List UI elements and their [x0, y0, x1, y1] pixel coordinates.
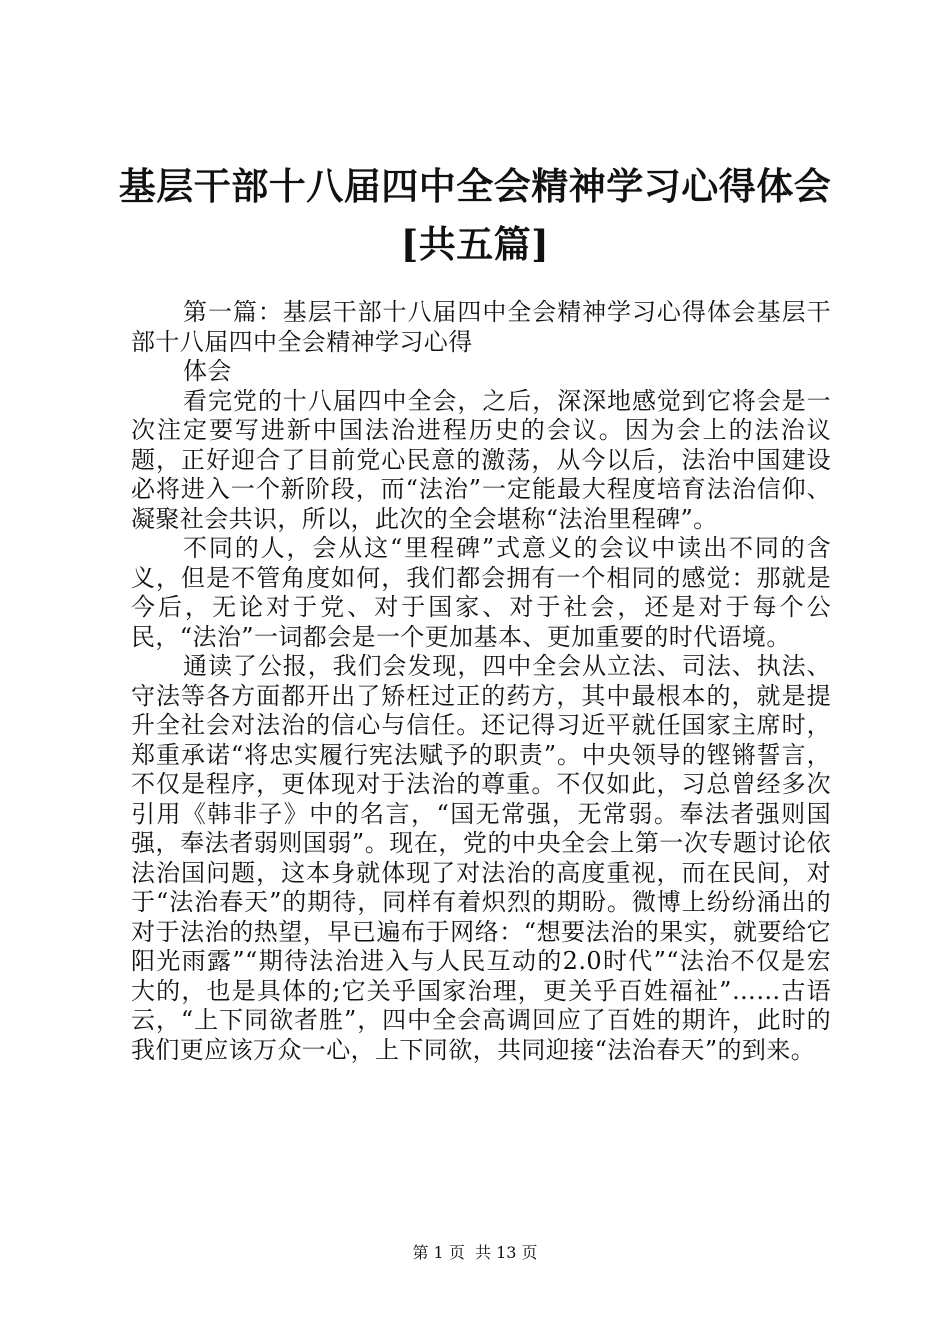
page-footer [0, 1242, 950, 1264]
document-body [131, 298, 831, 1065]
paragraph: 通读了公报，我们会发现，四中全会从立法、司法、执法、守法等各方面都开出了矫枉过正的药方，其中最根本的，就是提升全社会对法治的信心与信任。还记得习近平就任国家主席时，郑重承诺“将忠实履行宪法赋予的职责”。中央领导的铿锵誓言，不仅是程序，更体现对于法治的尊重。不仅如此，习总曾经多次引用《韩非子》中的名言，“国无常强，无常弱。奉法者强则国强，奉法者弱则国弱”。现在，党的中央全会上第一次专题讨论依法治国问题，这本身就体现了对法治的高度重视，而在民间，对于“法治春天”的期待，同样有着炽烈的期盼。微博上纷纷涌出的对于法治的热望，早已遍布于网络：“想要法治的果实，就要给它阳光雨露”“期待法治进入与人民互动的2.0时代”“法治不仅是宏大的，也是具体的;它关乎国家治理，更关乎百姓福祉”……古语云，“上下同欲者胜”，四中全会高调回应了百姓的期许，此时的我们更应该万众一心，上下同欲，共同迎接“法治春天”的到来。 [131, 652, 831, 1064]
page-number: 第 1 页 共 13 页 [412, 1243, 538, 1262]
paragraph: 看完党的十八届四中全会，之后，深深地感觉到它将会是一次注定要写进新中国法治进程历史的会议。因为会上的法治议题，正好迎合了目前党心民意的激荡，从今以后，法治中国建设必将进入一个新阶段，而“法治”一定能最大程度培育法治信仰、凝聚社会共识，所以，此次的全会堪称“法治里程碑”。 [131, 386, 831, 533]
document-title-subtitle: [共五篇] [400, 222, 550, 266]
paragraph: 不同的人，会从这“里程碑”式意义的会议中读出不同的含义，但是不管角度如何，我们都会拥有一个相同的感觉：那就是今后，无论对于党、对于国家、对于社会，还是对于每个公民，“法治”一词都会是一个更加基本、更加重要的时代语境。 [131, 534, 831, 651]
paragraph-heading-continued: 体会 [183, 357, 232, 385]
paragraph-heading: 第一篇：基层干部十八届四中全会精神学习心得体会基层干部十八届四中全会精神学习心得 [131, 298, 831, 356]
document-title: 基层干部十八届四中全会精神学习心得体会 [118, 164, 832, 208]
